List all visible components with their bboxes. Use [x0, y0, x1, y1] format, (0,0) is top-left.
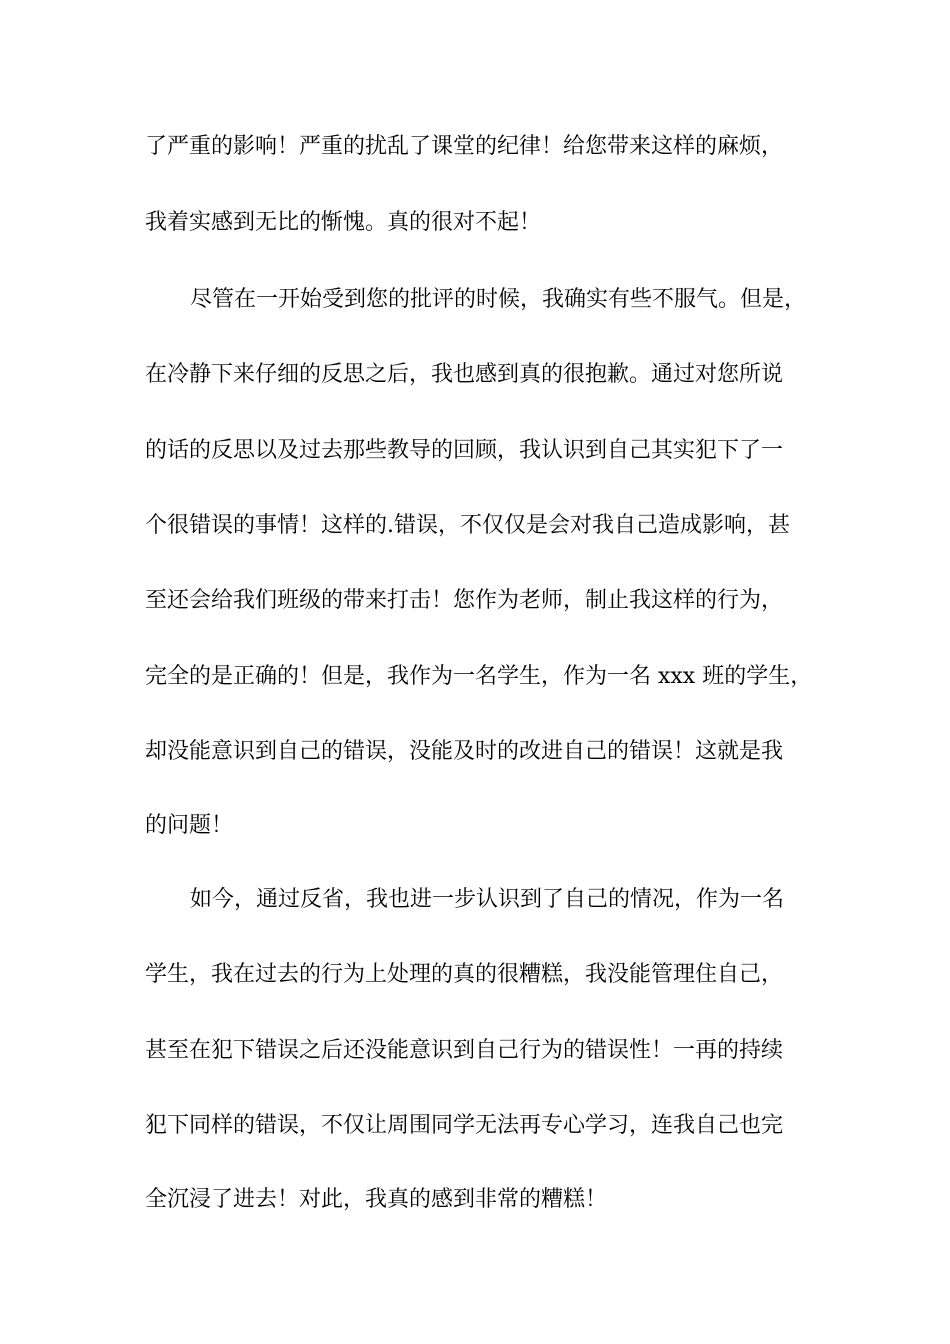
text-line: 个很错误的事情！这样的.错误，不仅仅是会对我自己造成影响，甚	[145, 513, 790, 538]
text-line: 的话的反思以及过去那些教导的回顾，我认识到自己其实犯下了一	[145, 438, 784, 463]
text-line: 学生，我在过去的行为上处理的真的很糟糕，我没能管理住自己，	[145, 962, 784, 987]
text-line: 犯下同样的错误，不仅让周围同学无法再专心学习，连我自己也完	[145, 1113, 784, 1138]
text-line: 的问题！	[145, 813, 234, 838]
text-line: 在冷静下来仔细的反思之后，我也感到真的很抱歉。通过对您所说	[145, 362, 784, 387]
text-line: 至还会给我们班级的带来打击！您作为老师，制止我这样的行为，	[145, 588, 784, 613]
paragraph-first-line: 如今，通过反省，我也进一步认识到了自己的情况，作为一名	[190, 887, 785, 912]
paragraph-first-line: 尽管在一开始受到您的批评的时候，我确实有些不服气。但是，	[190, 287, 807, 312]
text-line: 全沉浸了进去！对此，我真的感到非常的糟糕！	[145, 1187, 608, 1212]
text-line: 完全的是正确的！但是，我作为一名学生，作为一名 xxx 班的学生，	[145, 664, 813, 689]
text-line: 甚至在犯下错误之后还没能意识到自己行为的错误性！一再的持续	[145, 1038, 784, 1063]
text-line: 却没能意识到自己的错误，没能及时的改进自己的错误！这就是我	[145, 739, 784, 764]
text-line: 了严重的影响！严重的扰乱了课堂的纪律！给您带来这样的麻烦，	[145, 134, 784, 159]
text-line: 我着实感到无比的惭愧。真的很对不起！	[145, 210, 542, 235]
